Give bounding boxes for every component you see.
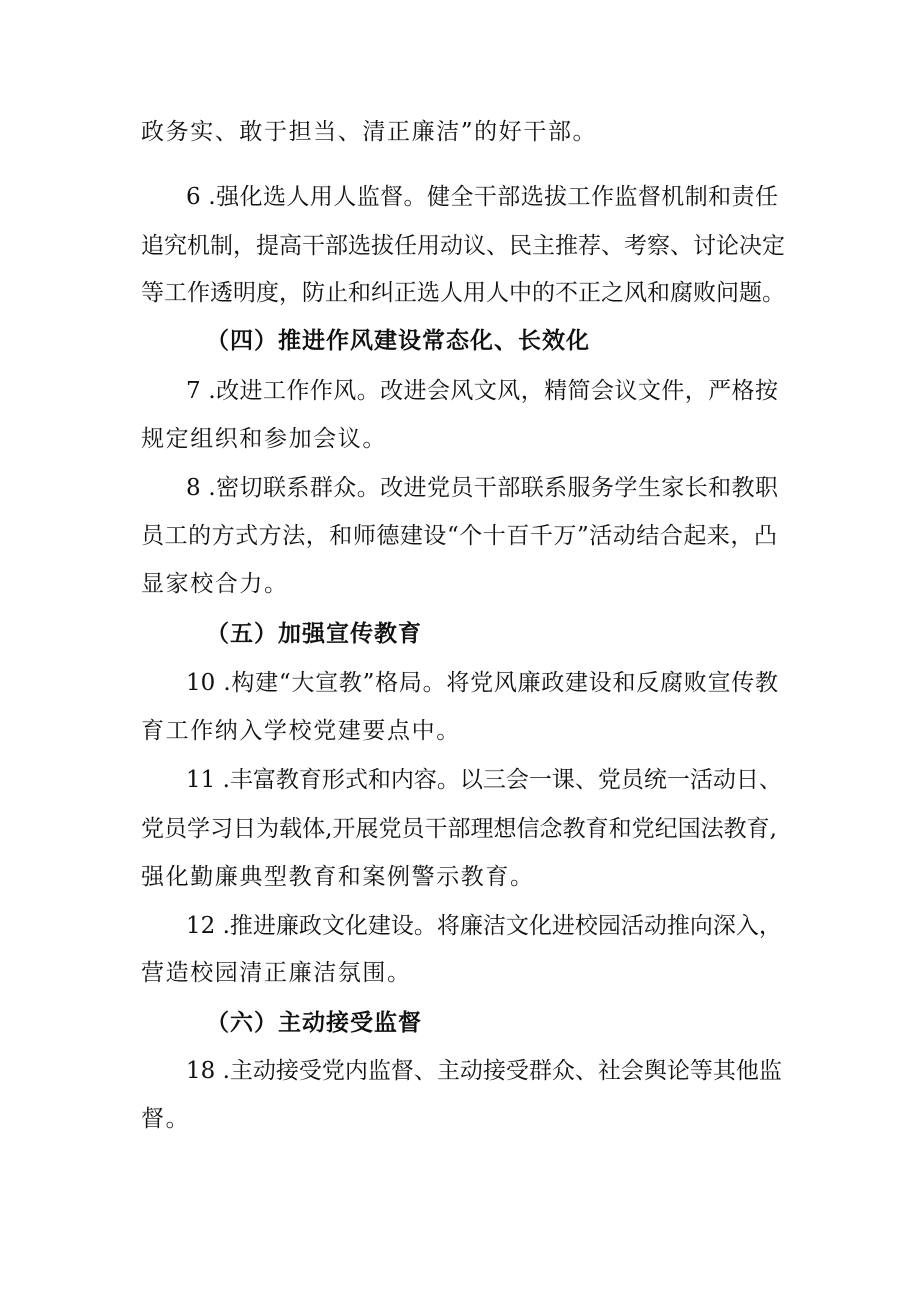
section-heading: （六）主动接受监督 — [206, 1010, 422, 1036]
paragraph-line: 营造校园清正廉洁氛围。 — [141, 960, 412, 986]
paragraph-line: 育工作纳入学校党建要点中。 — [141, 718, 461, 744]
section-heading: （五）加强宣传教育 — [206, 621, 422, 647]
paragraph-line: 员工的方式方法，和师德建设“个十百千万”活动结合起来，凸 — [141, 523, 777, 549]
paragraph-line: 7 .改进工作作风。改进会风文风，精简会议文件，严格按 — [186, 378, 778, 404]
paragraph-line: 强化勤廉典型教育和案例警示教育。 — [141, 864, 535, 890]
paragraph-line: 党员学习日为载体,开展党员干部理想信念教育和党纪国法教育, — [141, 816, 777, 842]
section-heading: （四）推进作风建设常态化、长效化 — [206, 328, 590, 354]
paragraph-line: 12 .推进廉政文化建设。将廉洁文化进校园活动推向深入， — [186, 913, 782, 939]
paragraph-line: 8 .密切联系群众。改进党员干部联系服务学生家长和教职 — [186, 475, 778, 501]
paragraph-line: 18 .主动接受党内监督、主动接受群众、社会舆论等其他监 — [186, 1058, 782, 1084]
paragraph-line: 追究机制，提高干部选拔任用动议、民主推荐、考察、讨论决定 — [141, 233, 785, 259]
paragraph-line: 政务实、敢于担当、清正廉洁”的好干部。 — [141, 119, 598, 145]
paragraph-line: 11 .丰富教育形式和内容。以三会一课、党员统一活动日、 — [186, 767, 782, 793]
paragraph-line: 等工作透明度，防止和纠正选人用人中的不正之风和腐败问题。 — [141, 280, 785, 306]
paragraph-line: 6 .强化选人用人监督。健全干部选拔工作监督机制和责任 — [186, 184, 778, 210]
paragraph-line: 督。 — [141, 1106, 191, 1132]
paragraph-line: 规定组织和参加会议。 — [141, 426, 387, 452]
paragraph-line: 显家校合力。 — [141, 571, 289, 597]
paragraph-line: 10 .构建“大宣教”格局。将党风廉政建设和反腐败宣传教 — [186, 670, 778, 696]
